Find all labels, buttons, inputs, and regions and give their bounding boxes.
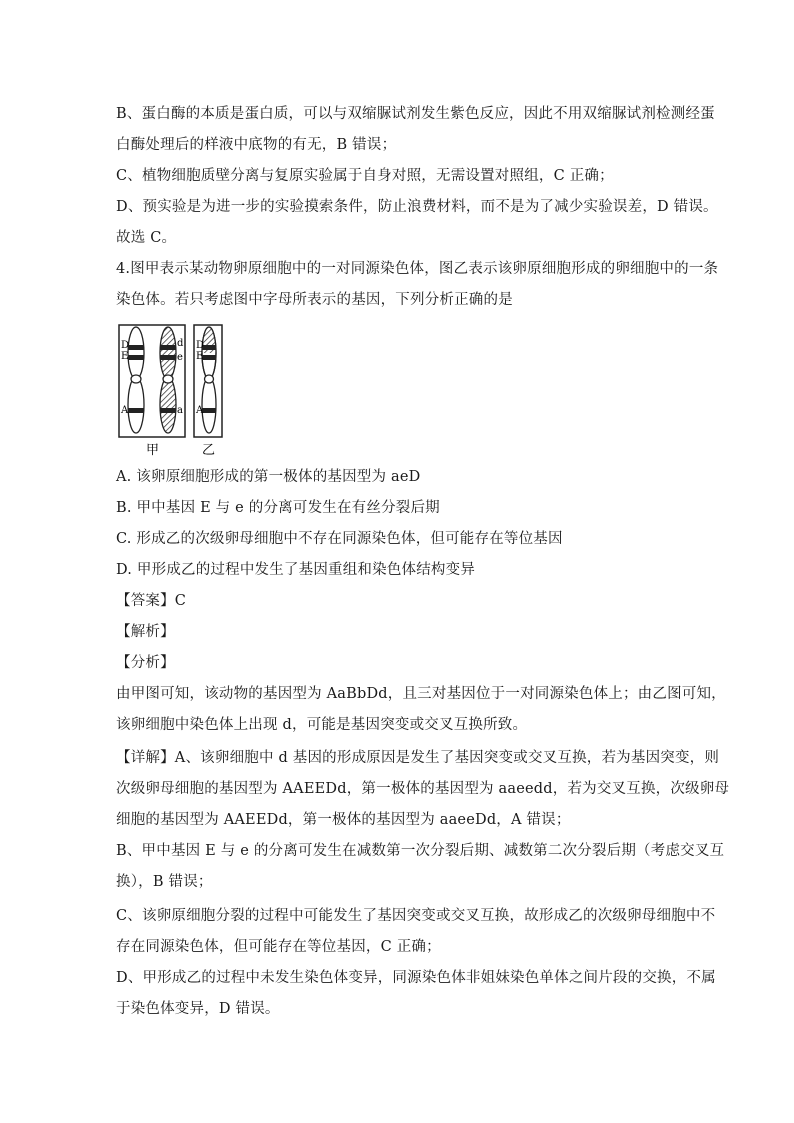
text-line: 白酶处理后的样液中底物的有无，B 错误； [116, 137, 397, 153]
text-line: D、甲形成乙的过程中未发生染色体变异，同源染色体非姐妹染色单体之间片段的交换，不属 [116, 970, 716, 986]
jia-white-chromosome [128, 327, 144, 433]
gene-label: E [196, 351, 204, 362]
gene-label: a [177, 405, 183, 416]
gene-label: d [177, 338, 184, 349]
gene-label: E [121, 351, 129, 362]
chromosome-figure [116, 322, 242, 458]
figure-caption-yi: 乙 [202, 443, 216, 458]
figure-caption-jia: 甲 [146, 443, 160, 458]
gene-label: e [177, 352, 183, 363]
text-line: C、该卵原细胞分裂的过程中可能发生了基因突变或交叉互换，故形成乙的次级卵母细胞中不 [116, 908, 716, 924]
question-stem: 染色体。若只考虑图中字母所表示的基因，下列分析正确的是 [116, 292, 513, 308]
text-line: 该卵细胞中染色体上出现 d，可能是基因突变或交叉互换所致。 [116, 717, 528, 733]
text-line: 于染色体变异，D 错误。 [116, 1001, 280, 1017]
option-b: B. 甲中基因 E 与 e 的分离可发生在有丝分裂后期 [116, 500, 440, 516]
text-line: 细胞的基因型为 AAEEDd，第一极体的基因型为 aaeeDd，A 错误； [116, 812, 571, 828]
yi-chromosome [202, 327, 216, 433]
text-line: C、植物细胞质壁分离与复原实验属于自身对照，无需设置对照组，C 正确； [116, 168, 614, 184]
analysis-subheading: 【分析】 [116, 655, 175, 671]
option-c: C. 形成乙的次级卵母细胞中不存在同源染色体，但可能存在等位基因 [116, 531, 563, 547]
text-line: 存在同源染色体，但可能存在等位基因，C 正确； [116, 939, 441, 955]
answer-line: 【答案】C [116, 593, 187, 609]
text-line: D、预实验是为进一步的实验摸索条件，防止浪费材料，而不是为了减少实验误差，D 错误。 [116, 199, 718, 215]
text-line: B、甲中基因 E 与 e 的分离可发生在减数第一次分裂后期、减数第二次分裂后期（考虑交叉互 [116, 843, 725, 859]
question-stem: 4.图甲表示某动物卵原细胞中的一对同源染色体，图乙表示该卵原细胞形成的卵细胞中的一条 [116, 261, 719, 277]
gene-label: A [196, 405, 204, 416]
text-line: 次级卵母细胞的基因型为 AAEEDd，第一极体的基因型为 aaeedd，若为交叉互换，次级卵母 [116, 781, 730, 797]
analysis-heading: 【解析】 [116, 624, 175, 640]
option-d: D. 甲形成乙的过程中发生了基因重组和染色体结构变异 [116, 562, 476, 578]
text-line: 由甲图可知，该动物的基因型为 AaBbDd，且三对基因位于一对同源染色体上；由乙图可知， [116, 686, 726, 702]
gene-label: D [121, 340, 130, 351]
text-line: B、蛋白酶的本质是蛋白质，可以与双缩脲试剂发生紫色反应，因此不用双缩脲试剂检测经蛋 [116, 106, 715, 122]
text-line: 【详解】A、该卵细胞中 d 基因的形成原因是发生了基因突变或交叉互换，若为基因突变，则 [116, 750, 720, 766]
text-line: 故选 C。 [116, 230, 177, 246]
gene-label: A [121, 405, 129, 416]
text-line: 换），B 错误； [116, 874, 213, 890]
option-a: A. 该卵原细胞形成的第一极体的基因型为 aeD [116, 469, 421, 485]
jia-hatched-chromosome [160, 327, 176, 433]
gene-label: D [196, 340, 205, 351]
